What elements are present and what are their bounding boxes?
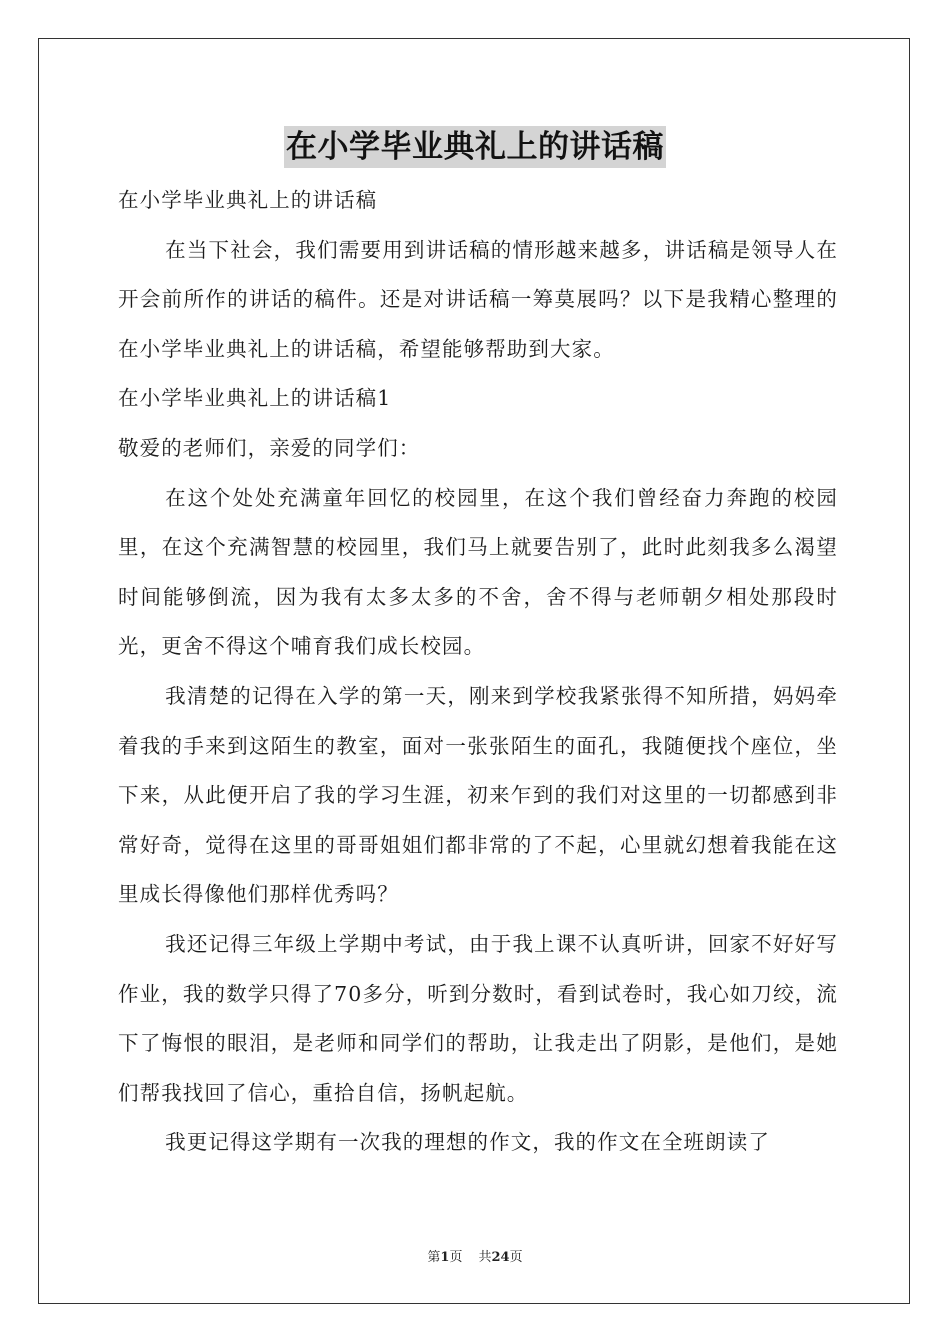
paragraph: 在小学毕业典礼上的讲话稿1: [118, 386, 392, 411]
document-body: [118, 176, 838, 1168]
paragraph: 我还记得三年级上学期中考试，由于我上课不认真听讲，回家不好好写作业，我的数学只得了70多分，听到分数时，看到试卷时，我心如刀绞，流下了悔恨的眼泪，是老师和同学们的帮助，让我走出了阴影，是他们，是她们帮我找回了信心，重拾自信，扬帆起航。: [118, 931, 838, 1105]
page-prefix: 第: [427, 1250, 441, 1265]
paragraph: 在当下社会，我们需要用到讲话稿的情形越来越多，讲话稿是领导人在开会前所作的讲话的稿件。还是对讲话稿一筹莫展吗？以下是我精心整理的在小学毕业典礼上的讲话稿，希望能够帮助到大家。: [118, 237, 838, 361]
total-pages: 24: [491, 1250, 510, 1265]
page-number: 1: [440, 1250, 450, 1265]
document-title-wrapper: [0, 126, 950, 168]
paragraph: 敬爱的老师们，亲爱的同学们：: [118, 435, 421, 460]
paragraph: 我更记得这学期有一次我的理想的作文，我的作文在全班朗读了: [165, 1130, 770, 1155]
total-prefix: 共: [478, 1250, 492, 1265]
page-suffix: 页: [449, 1250, 463, 1265]
paragraph: 在这个处处充满童年回忆的校园里，在这个我们曾经奋力奔跑的校园里，在这个充满智慧的校园里，我们马上就要告别了，此时此刻我多么渴望时间能够倒流，因为我有太多太多的不舍，舍不得与老师朝夕相处那段时光，更舍不得这个哺育我们成长校园。: [118, 485, 838, 659]
page-footer: [0, 1246, 950, 1265]
paragraph: 我清楚的记得在入学的第一天，刚来到学校我紧张得不知所措，妈妈牵着我的手来到这陌生的教室，面对一张张陌生的面孔，我随便找个座位，坐下来，从此便开启了我的学习生涯，初来乍到的我们对这里的一切都感到非常好奇，觉得在这里的哥哥姐姐们都非常的了不起，心里就幻想着我能在这里成长得像他们那样优秀吗？: [118, 683, 838, 907]
document-title: 在小学毕业典礼上的讲话稿: [284, 126, 666, 168]
total-suffix: 页: [509, 1250, 523, 1265]
paragraph: 在小学毕业典礼上的讲话稿: [118, 188, 378, 212]
